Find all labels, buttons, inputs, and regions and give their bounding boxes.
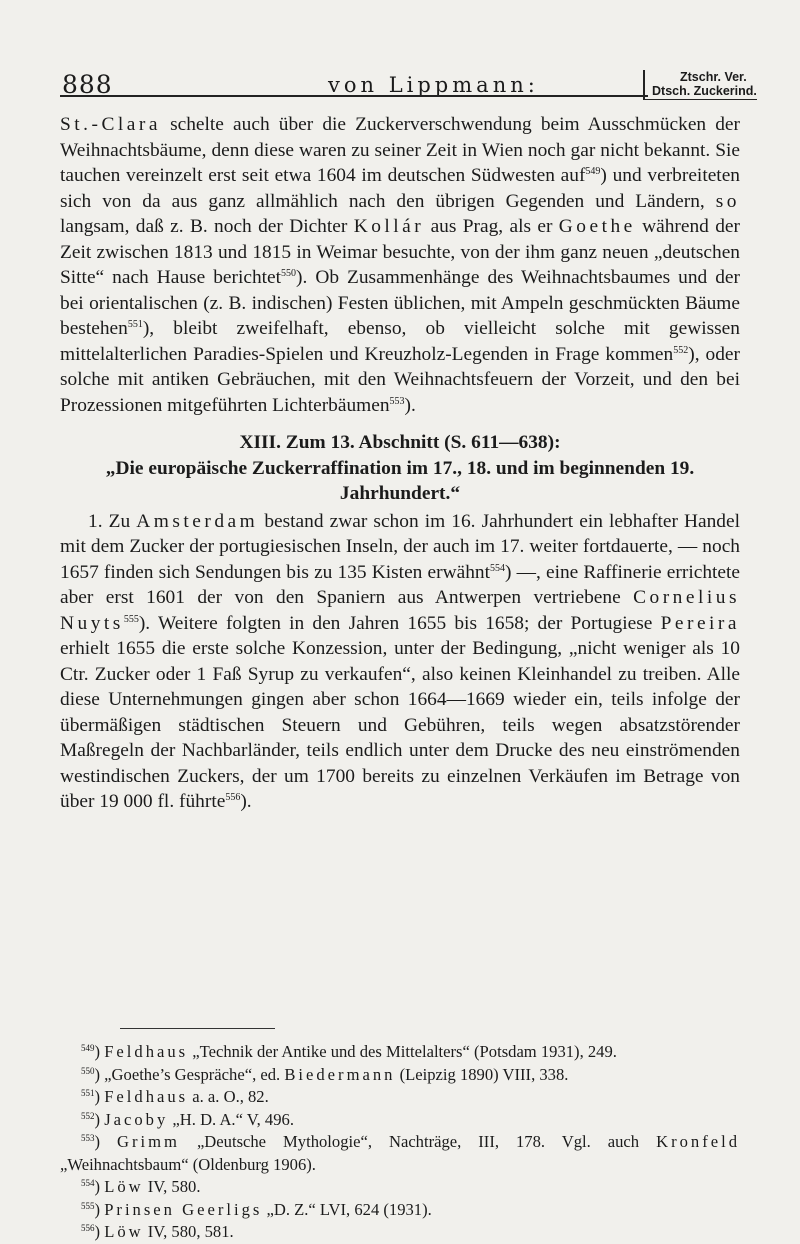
footnote-555: $^{555}$) Prinsen Geerligs „D. Z.“ LVI, 624 (1931). xyxy=(81,1199,432,1219)
text-run: 1. Zu xyxy=(88,510,131,532)
name-st-clara: St.-Clara xyxy=(60,114,161,135)
footnote-ref-552[interactable]: 552 xyxy=(673,344,689,356)
footnote-text: „Goethe’s Gespräche“, ed. xyxy=(100,1064,281,1084)
text-run: schelte auch über die Zuckerverschwendung beim Ausschmücken der Weihnachtsbäume, denn diese waren zu seiner Zeit in Wien noch gar nicht bekannt. Sie tauchen vereinzelt erst seit etwa 1604 im deutschen Südwesten auf xyxy=(60,114,740,186)
footnote-ref-551[interactable]: 551 xyxy=(127,319,143,330)
main-text xyxy=(60,112,740,815)
footnote-author: Prinsen Geerligs xyxy=(104,1199,263,1219)
footnote-rule xyxy=(120,1028,275,1029)
footnotes xyxy=(60,1041,740,1244)
emph-so: so xyxy=(715,190,740,212)
footnote-ref-550[interactable]: 550 xyxy=(281,268,297,279)
text-run: erhielt 1655 die erste solche Konzession, unter der Bedingung, „nicht weniger als 10 Ctr. Zucker oder 1 Faß Syrup zu verkaufen“, also keinen Kleinhandel zu treiben. Alle diese Unternehmungen gingen aber schon 1664—1669 wieder ein, teils infolge der übermäßigen städtischen Steuern und Gebühren, teils wegen absatzstörender Maßregeln der Nachbarländer, teils endlich unter dem Drucke des neu einströmenden westindischen Zuckers, der um 1700 bereits zu einzelnen Verkäufen im Betrage von über 19 000 fl. führte xyxy=(60,638,740,812)
footnote-text: „Weihnachtsbaum“ (Oldenburg 1906). xyxy=(60,1154,316,1174)
footnote-number: 553 xyxy=(81,1133,95,1143)
footnote-author: Feldhaus xyxy=(104,1087,189,1106)
section-heading xyxy=(60,430,740,507)
footnote-number: 555 xyxy=(81,1200,95,1211)
paragraph-2 xyxy=(60,509,740,815)
footnote-549: $^{549}$) Feldhaus „Technik der Antike und des Mittelalters“ (Potsdam 1931), 249. xyxy=(81,1042,617,1061)
footnote-number: 549 xyxy=(81,1043,95,1053)
text-run: ). xyxy=(404,394,416,416)
footnote-ref-553[interactable]: 553 xyxy=(389,395,405,407)
page-number: 888 xyxy=(62,70,113,99)
place-amsterdam: Amsterdam xyxy=(136,510,259,532)
journal-ref-line2: Dtsch. Zuckerind. xyxy=(652,84,757,98)
text-run: ), oder solche mit antiken Gebräuchen, mit den Weihnachtsfeuern der Vorzeit, und den bei Prozessionen mitgeführten Lichterbäumen xyxy=(60,343,740,416)
text-run: ). Weitere folgten in den Jahren 1655 bis 1658; der Portugiese xyxy=(138,612,653,634)
text-run: während der Zeit zwischen 1813 und 1815 in Weimar besuchte, von der ihm ganz neuen „deutschen Sitte“ nach Hause berichtet xyxy=(60,216,740,288)
paragraph-1 xyxy=(60,112,740,418)
footnote-author: Löw xyxy=(104,1222,144,1241)
footnote-number: 551 xyxy=(81,1088,95,1098)
footnote-text: „D. Z.“ LVI, 624 (1931). xyxy=(262,1199,432,1219)
journal-ref-line1: Ztschr. Ver. xyxy=(680,70,747,84)
footnote-556: $^{556}$) Löw IV, 580, 581. xyxy=(81,1222,234,1241)
text-run: ) und verbreiteten sich von da aus ganz allmählich nach den übrigen Gegenden und Ländern, xyxy=(60,165,741,212)
section-subtitle: „Die europäische Zuckerraffination im 17., 18. und im beginnenden 19. Jahrhundert.“ xyxy=(105,457,695,504)
footnote-text: IV, 580, 581. xyxy=(143,1222,234,1241)
text-run: ) —, eine Raffinerie errichtete aber erst 1601 der von den Spaniern aus Antwerpen vertriebene xyxy=(60,561,740,608)
journal-reference xyxy=(643,70,757,100)
footnote-author: Jacoby xyxy=(104,1109,169,1129)
name-goethe: Goethe xyxy=(558,216,636,237)
text-run: ), bleibt zweifelhaft, ebenso, ob vielleicht solche mit gewissen mittelalterlichen Paradies-Spielen und Kreuzholz-Legenden in Frage kommen xyxy=(60,318,740,365)
name-kollar: Kollár xyxy=(353,216,425,237)
footnote-text: IV, 580. xyxy=(143,1177,201,1196)
footnote-ref-554[interactable]: 554 xyxy=(489,562,505,574)
name-pereira: Pereira xyxy=(660,612,740,634)
text-run: langsam, daß z. B. noch der Dichter xyxy=(60,216,348,237)
footnote-text: a. a. O., 82. xyxy=(188,1087,269,1106)
footnote-author: Kronfeld xyxy=(656,1132,740,1151)
footnote-text: „Deutsche Mythologie“, Nachträge, III, 178. Vgl. auch xyxy=(179,1132,640,1151)
footnote-552: $^{552}$) Jacoby „H. D. A.“ V, 496. xyxy=(81,1109,294,1129)
footnote-author: Löw xyxy=(104,1177,144,1196)
footnote-number: 550 xyxy=(81,1065,95,1076)
footnote-author: Grimm xyxy=(117,1132,180,1151)
text-run: ). xyxy=(240,791,252,812)
page-header xyxy=(0,0,800,100)
footnote-number: 552 xyxy=(81,1110,95,1121)
footnote-ref-555[interactable]: 555 xyxy=(123,613,139,625)
footnote-author: Feldhaus xyxy=(104,1042,189,1061)
footnote-text: „H. D. A.“ V, 496. xyxy=(168,1109,294,1129)
footnote-554: $^{554}$) Löw IV, 580. xyxy=(81,1177,201,1196)
footnote-author: Biedermann xyxy=(284,1064,396,1084)
footnote-number: 554 xyxy=(81,1178,95,1188)
header-rule xyxy=(60,95,648,97)
footnote-text: „Technik der Antike und des Mittelalters“ (Potsdam 1931), 249. xyxy=(188,1042,617,1061)
text-run: ). Ob Zusammenhänge des Weihnachtsbaumes und der bei orientalischen (z. B. indischen) Festen üblichen, mit Ampeln geschmückten Bäume bestehen xyxy=(60,267,740,339)
footnote-550: $^{550}$) „Goethe’s Gespräche“, ed. Biedermann (Leipzig 1890) VIII, 338. xyxy=(81,1064,569,1084)
text-run: aus Prag, als er xyxy=(424,216,553,237)
section-title-line: XIII. Zum 13. Abschnitt (S. 611—638): xyxy=(239,432,561,453)
footnote-number: 556 xyxy=(81,1223,95,1233)
text-run: bestand zwar schon im 16. Jahrhundert ein lebhafter Handel mit dem Zucker der portugiesischen Inseln, der auch im 17. weiter fortdauerte, — noch 1657 finden sich Sendungen bis zu 135 Kisten erwähnt xyxy=(60,510,740,583)
footnote-553: $^{553}$) Grimm „Deutsche Mythologie“, Nachträge, III, 178. Vgl. auch Kronfeld „Weihnachtsbaum“ (Oldenburg 1906). xyxy=(60,1132,740,1174)
name-cornelius-nuyts: Cornelius Nuyts xyxy=(60,587,740,634)
running-head: von Lippmann: xyxy=(328,73,539,97)
footnote-551: $^{551}$) Feldhaus a. a. O., 82. xyxy=(81,1087,269,1106)
footnote-ref-549[interactable]: 549 xyxy=(585,166,601,177)
footnote-text: (Leipzig 1890) VIII, 338. xyxy=(395,1064,569,1084)
footnote-ref-556[interactable]: 556 xyxy=(225,792,241,803)
